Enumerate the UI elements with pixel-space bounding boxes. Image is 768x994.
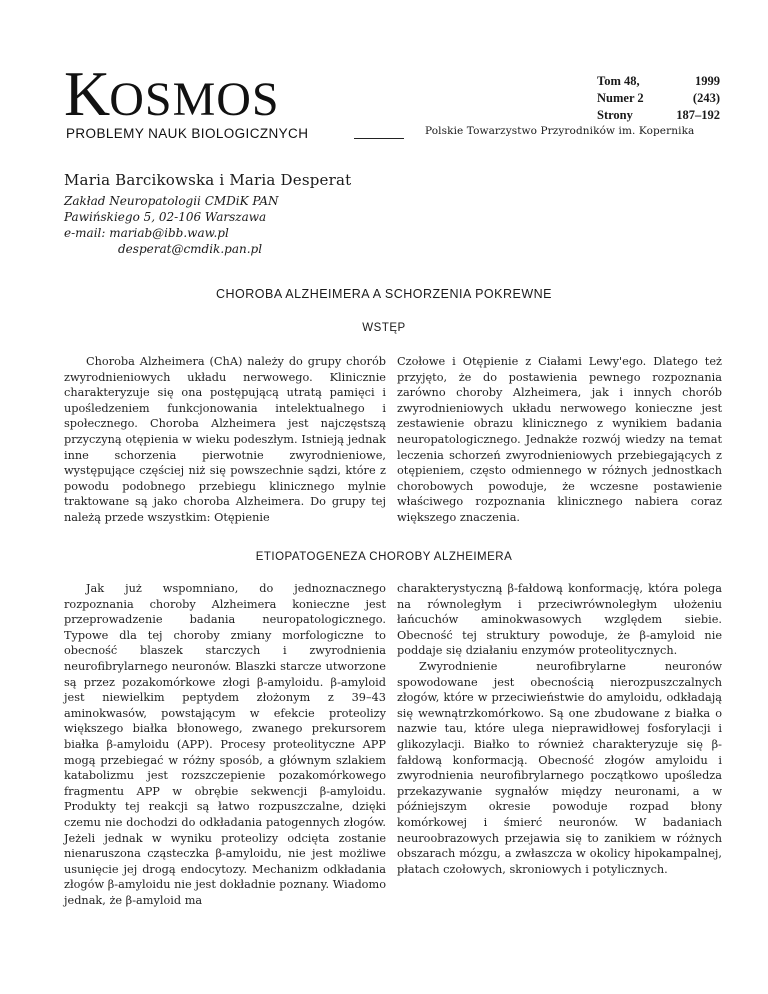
intro-column-right bbox=[397, 354, 722, 526]
masthead-rule bbox=[354, 138, 404, 139]
logo-initial: K bbox=[64, 58, 110, 129]
paragraph: charakterystyczną β-fałdową konformację, która polega na równoległym i przeciwrównoległym ułożeniu łańcuchów aminokwasowych względem siebie. Obecność tej struktury powoduje, że β-amyloid nie poddaje się działaniu enzymów proteolitycznych. bbox=[397, 582, 722, 658]
issue-meta bbox=[597, 73, 720, 124]
affiliation bbox=[64, 193, 279, 257]
section-heading-intro: WSTĘP bbox=[362, 322, 406, 334]
paragraph: Jak już wspomniano, do jednoznacznego rozpoznania choroby Alzheimera konieczne jest przeprowadzenie badania neuropatologicznego. Typowe dla tej choroby zmiany morfologiczne to obecność blaszek starczych i zwyrodnienia neurofibrylarnego neuronów. Blaszki starcze utworzone są przez pozakomórkowe złogi β-amyloidu. β-amyloid jest niewielkim peptydem złożonym z 39–43 aminokwasów, powstającym w efekcie proteolizy większego białka błonowego, zwanego prekursorem białka β-amyloidu (APP). Procesy proteolityczne APP mogą przebiegać w różny sposób, a głównym szlakiem katabolizmu jest rozszczepienie pozakomórkowego fragmentu APP w obrębie sekwencji β-amyloidu. Produkty tej reakcji są łatwo rozpuszczalne, dzięki czemu nie dochodzi do odkładania patogennych złogów. Jeżeli jednak w wyniku proteolizy odcięta zostanie nienaruszona cząsteczka β-amyloidu, nie jest możliwe usunięcie jej drogą endocytozy. Mechanizm odkładania złogów β-amyloidu nie jest dokładnie poznany. Wiadomo jednak, że β-amyloid ma bbox=[64, 582, 386, 907]
meta-pages: Strony 187–192 bbox=[597, 108, 720, 122]
meta-number: Numer 2 (243) bbox=[597, 91, 720, 105]
intro-column-left bbox=[64, 354, 386, 526]
paragraph: Choroba Alzheimera (ChA) należy do grupy chorób zwyrodnieniowych układu nerwowego. Klinicznie charakteryzuje się ona postępującą utratą pamięci i upośledzeniem funkcjonowania intelektualnego i społecznego. Choroba Alzheimera jest najczęstszą przyczyną otępienia w wieku podeszłym. Istnieją jednak inne schorzenia pierwotnie zwyrodnieniowe, występujące częściej niż się powszechnie sądzi, które z powodu podobnego przebiegu klinicznego mylnie traktowane są jako choroba Alzheimera. Do grupy tej należą przede wszystkim: Otępienie bbox=[64, 355, 386, 524]
affiliation-dept: Zakład Neuropatologii CMDiK PAN bbox=[64, 194, 279, 208]
meta-volume: Tom 48, 1999 bbox=[597, 74, 720, 88]
etio-column-right bbox=[397, 581, 722, 877]
affiliation-email-2: desperat@cmdik.pan.pl bbox=[118, 242, 263, 256]
paragraph: Zwyrodnienie neurofibrylarne neuronów spowodowane jest obecnością nierozpuszczalnych złogów, które w przeciwieństwie do amyloidu, odkładają się wewnątrzkomórkowo. Są one zbudowane z białka o nazwie tau, które ulega nieprawidłowej fosforylacji i glikozylacji. Białko to również charakteryzuje się β-fałdową konformacją. Obecność złogów amyloidu i zwyrodnienia neurofibrylarnego początkowo upośledza przekazywanie sygnałów między neuronami, a w późniejszym okresie powoduje rozpad błony komórkowej i śmierć neuronów. W badaniach neuroobrazowych przejawia się to zanikiem w różnych obszarach mózgu, a zwłaszcza w okolicy hipokampalnej, płatach czołowych, skroniowych i potylicznych. bbox=[397, 659, 722, 876]
logo-rest: OSMOS bbox=[109, 73, 280, 126]
section-heading-etiopathogenesis: ETIOPATOGENEZA CHOROBY ALZHEIMERA bbox=[255, 551, 513, 563]
etio-column-left bbox=[64, 581, 386, 908]
paragraph: Czołowe i Otępienie z Ciałami Lewy'ego. Dlatego też przyjęto, że do postawienia pewnego rozpoznania zarówno choroby Alzheimera, jak i innych chorób zwyrodnieniowych układu nerwowego konieczne jest zestawienie obrazu klinicznego z wynikiem badania neuropatologicznego. Jednakże rozwój wiedzy na temat leczenia schorzeń zwyrodnieniowych przebiegających z otępieniem, często odmiennego w różnych jednostkach chorobowych powoduje, że wczesne postawienie właściwego rozpoznania klinicznego nabiera coraz większego znaczenia. bbox=[397, 355, 722, 524]
society-name: Polskie Towarzystwo Przyrodników im. Kopernika bbox=[425, 125, 695, 137]
affiliation-email-1: e-mail: mariab@ibb.waw.pl bbox=[64, 226, 229, 240]
authors: Maria Barcikowska i Maria Desperat bbox=[64, 171, 352, 189]
journal-logo bbox=[64, 58, 280, 129]
journal-subtitle: PROBLEMY NAUK BIOLOGICZNYCH bbox=[66, 126, 309, 141]
article-title: CHOROBA ALZHEIMERA A SCHORZENIA POKREWNE bbox=[215, 287, 553, 301]
affiliation-address: Pawińskiego 5, 02-106 Warszawa bbox=[64, 210, 267, 224]
